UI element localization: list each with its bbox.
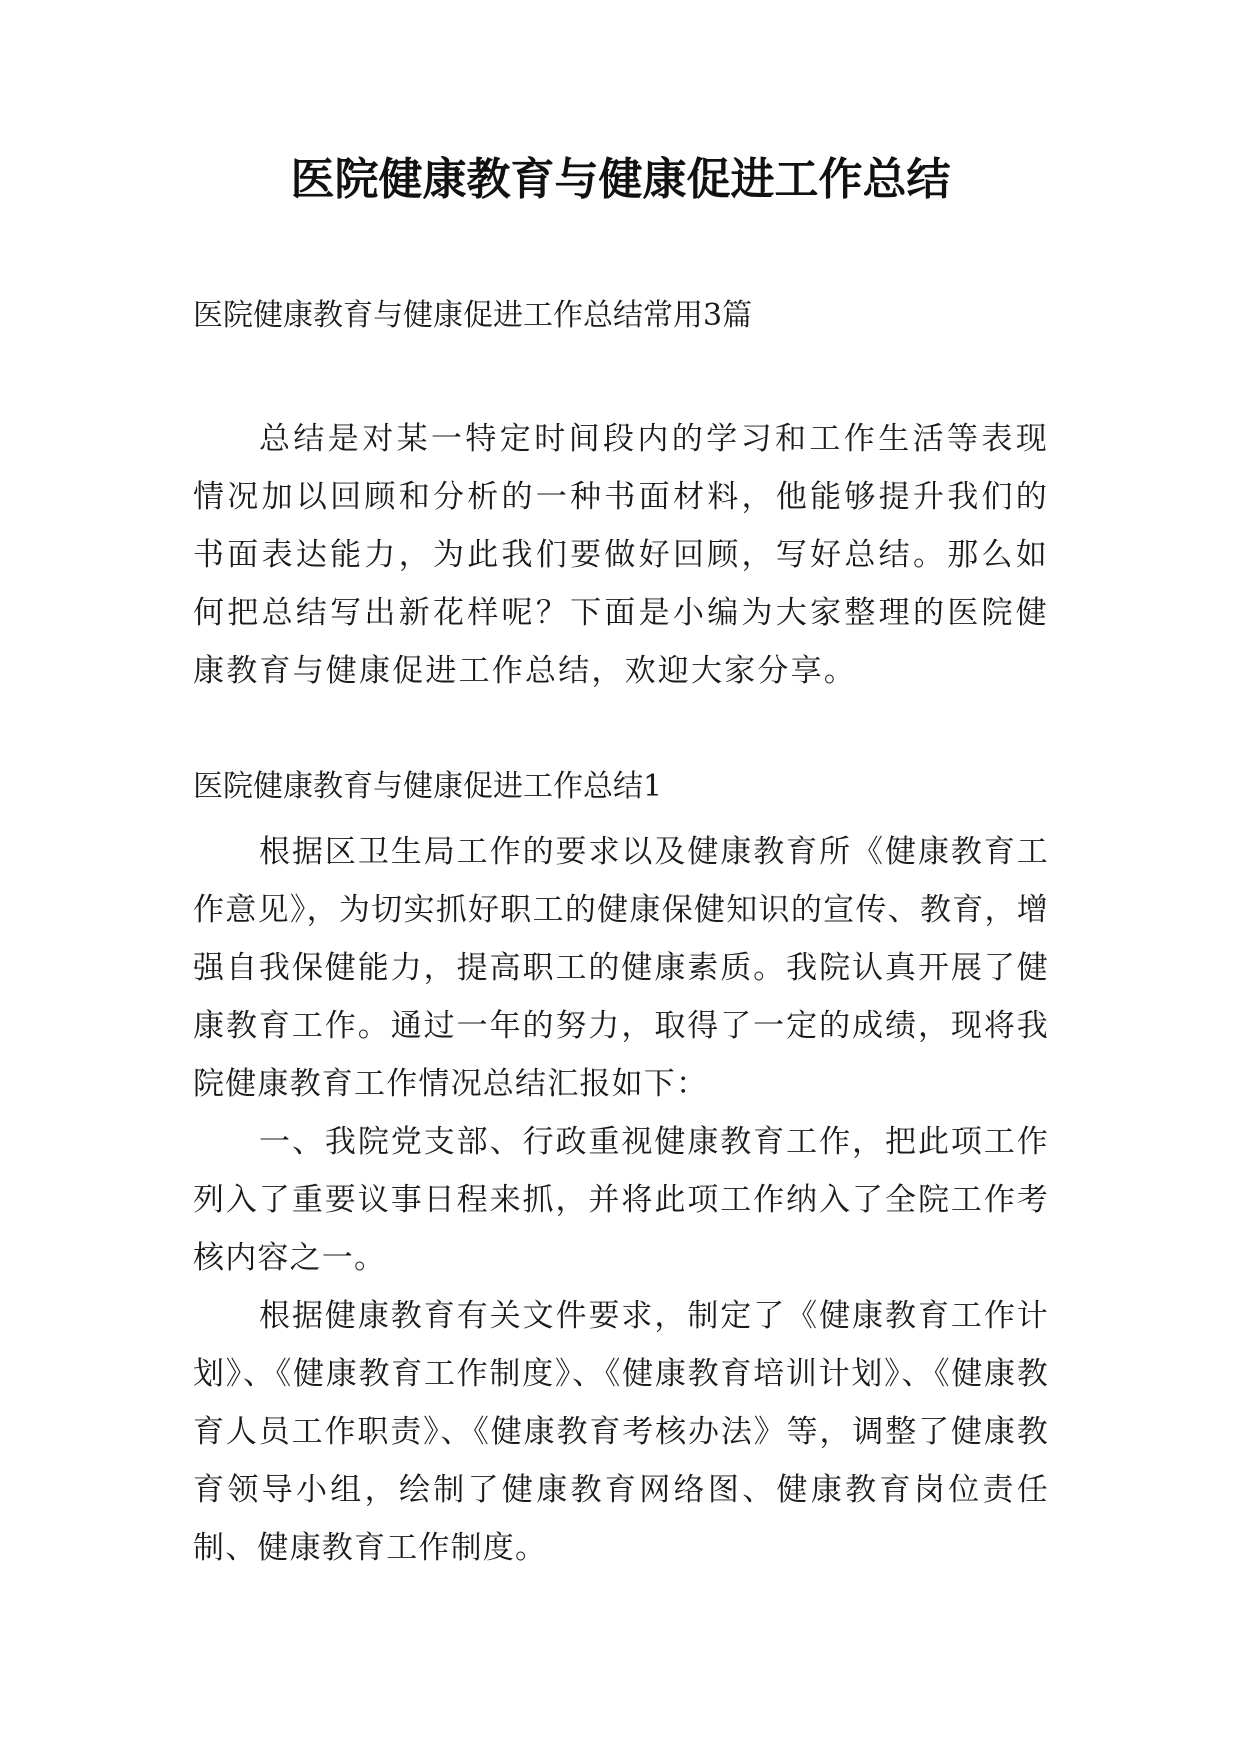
document-title: 医院健康教育与健康促进工作总结: [290, 154, 951, 205]
document-subtitle: 医院健康教育与健康促进工作总结常用3篇: [193, 298, 753, 333]
body-paragraph-2: 一、我院党支部、行政重视健康教育工作，把此项工作列入了重要议事日程来抓，并将此项工作纳入了全院工作考核内容之一。: [193, 1124, 1049, 1276]
section-body: [193, 823, 1049, 1577]
body-paragraph-1: 根据区卫生局工作的要求以及健康教育所《健康教育工作意见》，为切实抓好职工的健康保健知识的宣传、教育，增强自我保健能力，提高职工的健康素质。我院认真开展了健康教育工作。通过一年的努力，取得了一定的成绩，现将我院健康教育工作情况总结汇报如下：: [193, 834, 1049, 1102]
intro-paragraph: 总结是对某一特定时间段内的学习和工作生活等表现情况加以回顾和分析的一种书面材料，他能够提升我们的书面表达能力，为此我们要做好回顾，写好总结。那么如何把总结写出新花样呢？下面是小编为大家整理的医院健康教育与健康促进工作总结，欢迎大家分享。: [193, 421, 1049, 689]
body-paragraph-3: 根据健康教育有关文件要求，制定了《健康教育工作计划》、《健康教育工作制度》、《健康教育培训计划》、《健康教育人员工作职责》、《健康教育考核办法》等，调整了健康教育领导小组，绘制了健康教育网络图、健康教育岗位责任制、健康教育工作制度。: [193, 1298, 1049, 1566]
section-heading: 医院健康教育与健康促进工作总结1: [193, 769, 663, 804]
